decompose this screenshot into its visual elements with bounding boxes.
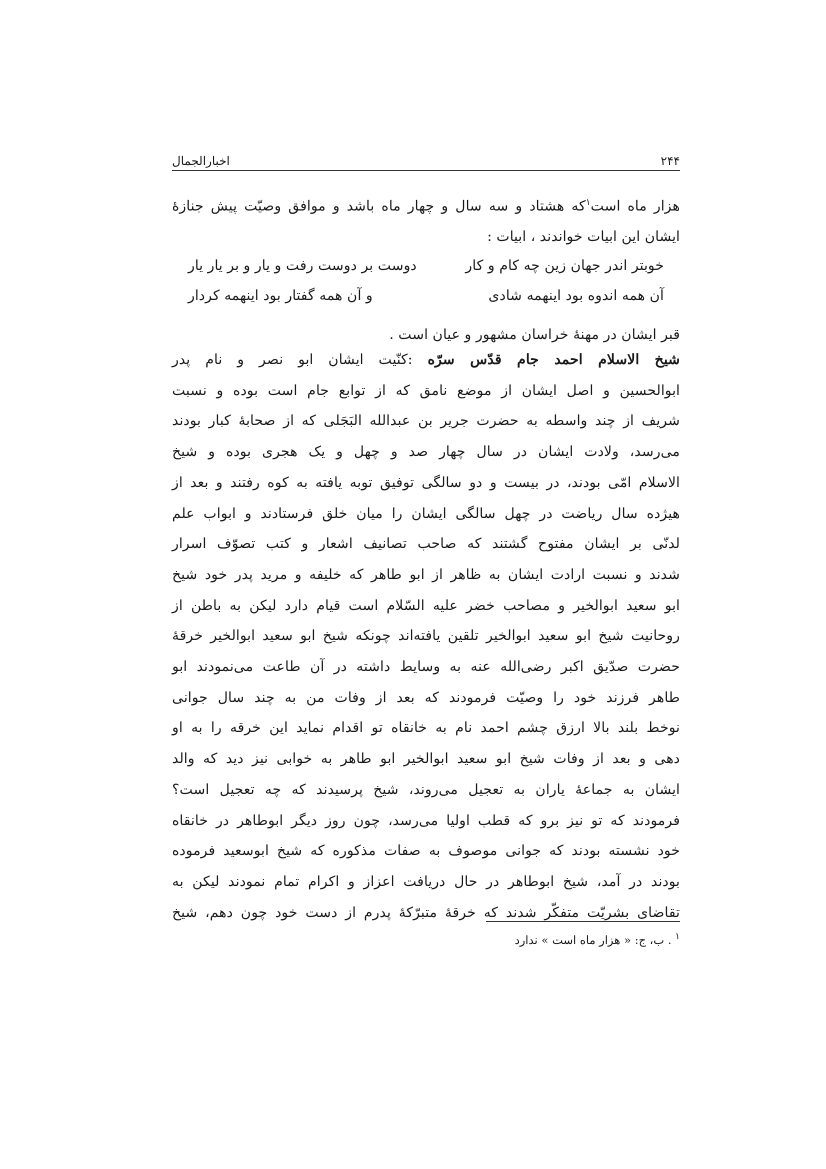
main-line: لدنّی بر ایشان مفتوح گشتند که صاحب تصانیف اشعار و کتب تصوّف اسرار (172, 536, 680, 553)
main-line: شریف از چند واسطه به حضرت جریر بن عبدالله البَجَلی که از صحابهٔ کبار بودند (172, 413, 680, 430)
main-line: حضرت صدّیق اکبر رضی‌الله عنه به وسایط داشته در آن طاعت می‌نمودند ابو (172, 659, 680, 676)
subject-heading: شیخ الاسلام احمد جام قدّس سرّه (427, 352, 680, 368)
verse-2-hemistich-left: و آن همه گفتار بود اینهمه کردار (188, 288, 373, 304)
footnote-number: ۱ (675, 932, 680, 942)
footnote-marker: ۱ (585, 198, 591, 208)
intro-line-1: هزار ماه است$^۱$که هشتاد و سه سال و چهار ماه باشد و موافق وصیّت پیش جنازهٔ (172, 198, 680, 215)
verse-1-hemistich-right: خوبتر اندر جهان زین چه کام و کار (465, 258, 664, 274)
main-line: تقاضای بشریّت متفکّر شدند که خرقهٔ متبرّکهٔ پدرم از دست خود چون دهم، شیخ (172, 904, 680, 921)
paragraph-intro (172, 188, 680, 253)
main-line: دهی و بعد از وفات شیخ ابو سعید ابوالخیر ابو طاهر به خوابی نیز دید که والد (172, 751, 680, 768)
main-line: خود نشسته بودند که جوانی موصوف به صفات مذکوره که شیخ ابوسعید فرموده (172, 843, 680, 860)
main-line: ابو سعید ابوالخیر و مصاحب خضر علیه السّلام است قیام دارد لیکن به باطن از (172, 597, 680, 614)
intro-line-2: ایشان این ابیات خواندند ، ابیات : (487, 229, 680, 246)
footnote-rule (486, 921, 680, 922)
main-line: روحانیت شیخ ابو سعید ابوالخیر تلقین یافته‌اند چونکه شیخ ابو سعید ابوالخیر خرقهٔ (172, 628, 680, 645)
main-line: شیخ الاسلام احمد جام قدّس سرّه :کنّیت ایشان ابو نصر و نام پدر (172, 352, 680, 368)
main-line: شدند و نسبت ارادت ایشان به ظاهر از ابو طاهر که خلیفه و مرید پدر خود شیخ (172, 566, 680, 583)
page-header (172, 146, 680, 168)
verse-line-1 (180, 258, 672, 288)
footnote-text: . ب، ج: « هزار ماه است » ندارد (514, 932, 672, 947)
main-line: فرمودند که تو نیز برو که قطب اولیا می‌رسد، چون روز دیگر ابوطاهر در خانقاه (172, 812, 680, 829)
header-rule (172, 170, 680, 171)
main-line: نوخط بلند بالا ارزق چشم احمد نام به خانقاه تو اقدام نماید این خرقه را به او (172, 720, 680, 737)
page-number: ۲۴۴ (660, 154, 680, 168)
verse-2-hemistich-right: آن همه اندوه بود اینهمه شادی (488, 288, 664, 304)
verse-line-2 (180, 288, 672, 318)
main-line: ایشان به جماعهٔ یاران به تعجیل می‌روند، شیخ پرسیدند که چه تعجیل است؟ (172, 781, 680, 798)
verse-1-hemistich-left: دوست بر دوست رفت و یار و بر یار یار (188, 258, 417, 274)
main-line: بودند در آمد، شیخ ابوطاهر در حال دریافت اعزاز و اکرام تمام نمودند لیکن به (172, 873, 680, 890)
footnote (515, 932, 680, 947)
main-line: ابوالحسین و اصل ایشان از موضع نامق که از توابع جام است بوده و نسبت (172, 382, 680, 399)
paragraph-tomb: قبر ایشان در مهنهٔ خراسان مشهور و عیان است . (389, 327, 680, 343)
main-line: الاسلام امّی بودند، در بیست و دو سالگی توفیق توبه یافته به کوه رفتند و بعد از (172, 474, 680, 491)
paragraph-main (172, 345, 680, 928)
running-title: اخبارالجمال (172, 154, 230, 168)
main-line: طاهر فرزند خود را وصیّت فرمودند که بعد از وفات من به چند سال جوانی (172, 689, 680, 706)
main-line: می‌رسد، ولادت ایشان در سال چهار صد و چهل و یک هجری بوده و شیخ (172, 444, 680, 461)
main-line: هیژده سال ریاضت در چهل سالگی ایشان را میان خلق فرستادند و ابواب علم (172, 505, 680, 522)
